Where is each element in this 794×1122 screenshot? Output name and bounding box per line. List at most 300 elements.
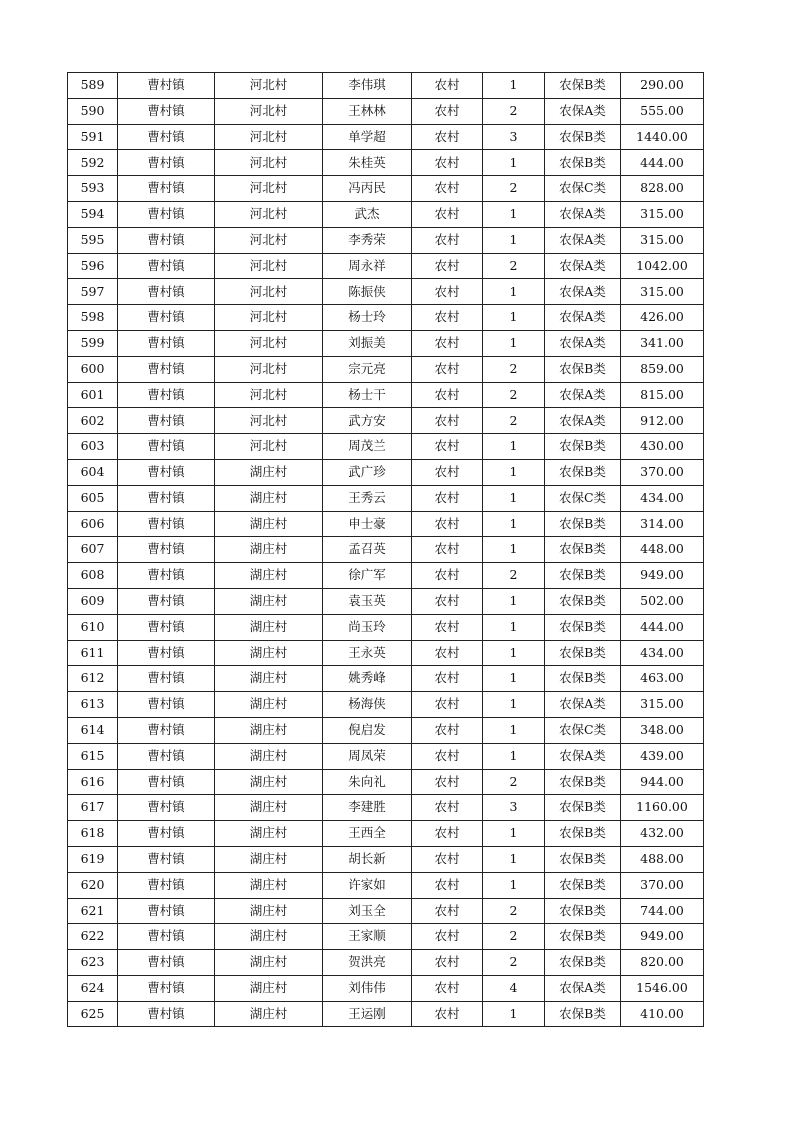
village-cell: 河北村	[215, 124, 323, 150]
row-number-cell: 613	[68, 692, 118, 718]
area-type-cell: 农村	[412, 588, 483, 614]
area-type-cell: 农村	[412, 898, 483, 924]
row-number-cell: 600	[68, 356, 118, 382]
household-size-cell: 2	[483, 563, 545, 589]
area-type-cell: 农村	[412, 150, 483, 176]
insurance-category-cell: 农保B类	[545, 434, 621, 460]
name-cell: 武杰	[323, 201, 412, 227]
insurance-category-cell: 农保B类	[545, 511, 621, 537]
town-cell: 曹村镇	[118, 459, 215, 485]
town-cell: 曹村镇	[118, 279, 215, 305]
area-type-cell: 农村	[412, 769, 483, 795]
household-size-cell: 1	[483, 485, 545, 511]
village-cell: 湖庄村	[215, 692, 323, 718]
household-size-cell: 1	[483, 537, 545, 563]
table-row	[68, 150, 704, 176]
household-size-cell: 1	[483, 640, 545, 666]
table-row	[68, 279, 704, 305]
town-cell: 曹村镇	[118, 666, 215, 692]
table-row	[68, 588, 704, 614]
town-cell: 曹村镇	[118, 563, 215, 589]
insurance-category-cell: 农保B类	[545, 821, 621, 847]
town-cell: 曹村镇	[118, 846, 215, 872]
data-table	[67, 72, 704, 1027]
area-type-cell: 农村	[412, 614, 483, 640]
name-cell: 刘玉全	[323, 898, 412, 924]
amount-cell: 502.00	[621, 588, 704, 614]
amount-cell: 315.00	[621, 227, 704, 253]
household-size-cell: 1	[483, 150, 545, 176]
insurance-category-cell: 农保A类	[545, 305, 621, 331]
town-cell: 曹村镇	[118, 924, 215, 950]
town-cell: 曹村镇	[118, 124, 215, 150]
name-cell: 徐广军	[323, 563, 412, 589]
area-type-cell: 农村	[412, 98, 483, 124]
town-cell: 曹村镇	[118, 950, 215, 976]
table-row	[68, 795, 704, 821]
household-size-cell: 1	[483, 511, 545, 537]
area-type-cell: 农村	[412, 1001, 483, 1027]
row-number-cell: 592	[68, 150, 118, 176]
insurance-category-cell: 农保B类	[545, 872, 621, 898]
table-row	[68, 305, 704, 331]
village-cell: 河北村	[215, 201, 323, 227]
insurance-category-cell: 农保B类	[545, 356, 621, 382]
household-size-cell: 1	[483, 846, 545, 872]
table-row	[68, 330, 704, 356]
household-size-cell: 1	[483, 459, 545, 485]
insurance-category-cell: 农保B类	[545, 846, 621, 872]
table-row	[68, 614, 704, 640]
household-size-cell: 2	[483, 253, 545, 279]
amount-cell: 815.00	[621, 382, 704, 408]
row-number-cell: 604	[68, 459, 118, 485]
amount-cell: 370.00	[621, 459, 704, 485]
village-cell: 湖庄村	[215, 1001, 323, 1027]
household-size-cell: 1	[483, 743, 545, 769]
insurance-category-cell: 农保A类	[545, 382, 621, 408]
table-row	[68, 434, 704, 460]
name-cell: 王家顺	[323, 924, 412, 950]
town-cell: 曹村镇	[118, 305, 215, 331]
town-cell: 曹村镇	[118, 227, 215, 253]
town-cell: 曹村镇	[118, 614, 215, 640]
area-type-cell: 农村	[412, 717, 483, 743]
insurance-category-cell: 农保A类	[545, 408, 621, 434]
village-cell: 河北村	[215, 227, 323, 253]
area-type-cell: 农村	[412, 434, 483, 460]
town-cell: 曹村镇	[118, 511, 215, 537]
insurance-category-cell: 农保B类	[545, 640, 621, 666]
area-type-cell: 农村	[412, 356, 483, 382]
town-cell: 曹村镇	[118, 588, 215, 614]
name-cell: 杨海侠	[323, 692, 412, 718]
name-cell: 王西全	[323, 821, 412, 847]
table-row	[68, 717, 704, 743]
village-cell: 湖庄村	[215, 563, 323, 589]
area-type-cell: 农村	[412, 382, 483, 408]
name-cell: 杨士干	[323, 382, 412, 408]
amount-cell: 944.00	[621, 769, 704, 795]
name-cell: 周茂兰	[323, 434, 412, 460]
area-type-cell: 农村	[412, 124, 483, 150]
name-cell: 王运刚	[323, 1001, 412, 1027]
insurance-category-cell: 农保B类	[545, 124, 621, 150]
town-cell: 曹村镇	[118, 434, 215, 460]
household-size-cell: 1	[483, 666, 545, 692]
table-row	[68, 511, 704, 537]
amount-cell: 828.00	[621, 176, 704, 202]
row-number-cell: 616	[68, 769, 118, 795]
town-cell: 曹村镇	[118, 73, 215, 99]
household-size-cell: 1	[483, 588, 545, 614]
household-size-cell: 2	[483, 898, 545, 924]
household-size-cell: 2	[483, 950, 545, 976]
row-number-cell: 622	[68, 924, 118, 950]
table-row	[68, 356, 704, 382]
household-size-cell: 1	[483, 434, 545, 460]
town-cell: 曹村镇	[118, 330, 215, 356]
village-cell: 河北村	[215, 176, 323, 202]
table-row	[68, 485, 704, 511]
row-number-cell: 612	[68, 666, 118, 692]
row-number-cell: 594	[68, 201, 118, 227]
village-cell: 河北村	[215, 330, 323, 356]
town-cell: 曹村镇	[118, 717, 215, 743]
table-row	[68, 821, 704, 847]
table-row	[68, 408, 704, 434]
name-cell: 袁玉英	[323, 588, 412, 614]
table-row	[68, 382, 704, 408]
area-type-cell: 农村	[412, 666, 483, 692]
area-type-cell: 农村	[412, 563, 483, 589]
amount-cell: 1160.00	[621, 795, 704, 821]
area-type-cell: 农村	[412, 511, 483, 537]
insurance-category-cell: 农保A类	[545, 201, 621, 227]
name-cell: 朱向礼	[323, 769, 412, 795]
table-row	[68, 975, 704, 1001]
row-number-cell: 614	[68, 717, 118, 743]
amount-cell: 430.00	[621, 434, 704, 460]
amount-cell: 315.00	[621, 201, 704, 227]
amount-cell: 1546.00	[621, 975, 704, 1001]
town-cell: 曹村镇	[118, 150, 215, 176]
area-type-cell: 农村	[412, 795, 483, 821]
town-cell: 曹村镇	[118, 1001, 215, 1027]
row-number-cell: 621	[68, 898, 118, 924]
household-size-cell: 2	[483, 176, 545, 202]
insurance-category-cell: 农保B类	[545, 537, 621, 563]
household-size-cell: 1	[483, 330, 545, 356]
table-row	[68, 692, 704, 718]
area-type-cell: 农村	[412, 846, 483, 872]
amount-cell: 949.00	[621, 924, 704, 950]
area-type-cell: 农村	[412, 408, 483, 434]
town-cell: 曹村镇	[118, 769, 215, 795]
name-cell: 胡长新	[323, 846, 412, 872]
table-row	[68, 98, 704, 124]
area-type-cell: 农村	[412, 692, 483, 718]
village-cell: 湖庄村	[215, 537, 323, 563]
village-cell: 河北村	[215, 408, 323, 434]
insurance-category-cell: 农保B类	[545, 150, 621, 176]
household-size-cell: 3	[483, 795, 545, 821]
row-number-cell: 591	[68, 124, 118, 150]
insurance-category-cell: 农保B类	[545, 769, 621, 795]
area-type-cell: 农村	[412, 253, 483, 279]
row-number-cell: 623	[68, 950, 118, 976]
area-type-cell: 农村	[412, 821, 483, 847]
amount-cell: 348.00	[621, 717, 704, 743]
village-cell: 河北村	[215, 279, 323, 305]
row-number-cell: 619	[68, 846, 118, 872]
area-type-cell: 农村	[412, 485, 483, 511]
table-row	[68, 1001, 704, 1027]
insurance-category-cell: 农保A类	[545, 330, 621, 356]
amount-cell: 370.00	[621, 872, 704, 898]
village-cell: 河北村	[215, 305, 323, 331]
name-cell: 申士豪	[323, 511, 412, 537]
amount-cell: 434.00	[621, 640, 704, 666]
table-row	[68, 950, 704, 976]
row-number-cell: 611	[68, 640, 118, 666]
table-row	[68, 666, 704, 692]
village-cell: 湖庄村	[215, 511, 323, 537]
table-row	[68, 769, 704, 795]
insurance-category-cell: 农保A类	[545, 98, 621, 124]
row-number-cell: 598	[68, 305, 118, 331]
row-number-cell: 601	[68, 382, 118, 408]
name-cell: 李伟琪	[323, 73, 412, 99]
town-cell: 曹村镇	[118, 975, 215, 1001]
area-type-cell: 农村	[412, 640, 483, 666]
row-number-cell: 618	[68, 821, 118, 847]
row-number-cell: 596	[68, 253, 118, 279]
area-type-cell: 农村	[412, 305, 483, 331]
town-cell: 曹村镇	[118, 795, 215, 821]
village-cell: 湖庄村	[215, 872, 323, 898]
row-number-cell: 610	[68, 614, 118, 640]
row-number-cell: 593	[68, 176, 118, 202]
household-size-cell: 1	[483, 201, 545, 227]
amount-cell: 314.00	[621, 511, 704, 537]
insurance-category-cell: 农保B类	[545, 459, 621, 485]
amount-cell: 426.00	[621, 305, 704, 331]
area-type-cell: 农村	[412, 279, 483, 305]
row-number-cell: 625	[68, 1001, 118, 1027]
town-cell: 曹村镇	[118, 692, 215, 718]
amount-cell: 912.00	[621, 408, 704, 434]
household-size-cell: 1	[483, 821, 545, 847]
amount-cell: 1042.00	[621, 253, 704, 279]
row-number-cell: 620	[68, 872, 118, 898]
village-cell: 湖庄村	[215, 950, 323, 976]
row-number-cell: 606	[68, 511, 118, 537]
village-cell: 湖庄村	[215, 821, 323, 847]
insurance-category-cell: 农保B类	[545, 1001, 621, 1027]
name-cell: 陈振侠	[323, 279, 412, 305]
amount-cell: 410.00	[621, 1001, 704, 1027]
row-number-cell: 603	[68, 434, 118, 460]
name-cell: 朱桂英	[323, 150, 412, 176]
town-cell: 曹村镇	[118, 253, 215, 279]
village-cell: 河北村	[215, 434, 323, 460]
village-cell: 湖庄村	[215, 640, 323, 666]
table-row	[68, 253, 704, 279]
name-cell: 王林林	[323, 98, 412, 124]
table-row	[68, 872, 704, 898]
table-row	[68, 459, 704, 485]
town-cell: 曹村镇	[118, 201, 215, 227]
area-type-cell: 农村	[412, 537, 483, 563]
village-cell: 河北村	[215, 253, 323, 279]
table-row	[68, 846, 704, 872]
town-cell: 曹村镇	[118, 356, 215, 382]
table-body	[68, 73, 704, 1027]
insurance-category-cell: 农保B类	[545, 563, 621, 589]
town-cell: 曹村镇	[118, 537, 215, 563]
row-number-cell: 617	[68, 795, 118, 821]
insurance-category-cell: 农保C类	[545, 485, 621, 511]
name-cell: 尚玉玲	[323, 614, 412, 640]
area-type-cell: 农村	[412, 872, 483, 898]
household-size-cell: 1	[483, 227, 545, 253]
town-cell: 曹村镇	[118, 408, 215, 434]
amount-cell: 290.00	[621, 73, 704, 99]
insurance-category-cell: 农保B类	[545, 898, 621, 924]
area-type-cell: 农村	[412, 227, 483, 253]
village-cell: 湖庄村	[215, 459, 323, 485]
village-cell: 湖庄村	[215, 924, 323, 950]
village-cell: 湖庄村	[215, 846, 323, 872]
row-number-cell: 607	[68, 537, 118, 563]
amount-cell: 949.00	[621, 563, 704, 589]
table-row	[68, 924, 704, 950]
village-cell: 湖庄村	[215, 795, 323, 821]
household-size-cell: 2	[483, 356, 545, 382]
row-number-cell: 602	[68, 408, 118, 434]
amount-cell: 820.00	[621, 950, 704, 976]
name-cell: 宗元亮	[323, 356, 412, 382]
row-number-cell: 599	[68, 330, 118, 356]
insurance-category-cell: 农保A类	[545, 279, 621, 305]
town-cell: 曹村镇	[118, 485, 215, 511]
area-type-cell: 农村	[412, 201, 483, 227]
name-cell: 杨士玲	[323, 305, 412, 331]
name-cell: 刘振美	[323, 330, 412, 356]
name-cell: 王永英	[323, 640, 412, 666]
town-cell: 曹村镇	[118, 743, 215, 769]
table-row	[68, 201, 704, 227]
insurance-category-cell: 农保B类	[545, 666, 621, 692]
insurance-category-cell: 农保A类	[545, 743, 621, 769]
town-cell: 曹村镇	[118, 898, 215, 924]
village-cell: 湖庄村	[215, 769, 323, 795]
amount-cell: 439.00	[621, 743, 704, 769]
household-size-cell: 1	[483, 692, 545, 718]
table-row	[68, 563, 704, 589]
amount-cell: 1440.00	[621, 124, 704, 150]
insurance-category-cell: 农保B类	[545, 924, 621, 950]
household-size-cell: 1	[483, 872, 545, 898]
insurance-category-cell: 农保A类	[545, 975, 621, 1001]
household-size-cell: 4	[483, 975, 545, 1001]
area-type-cell: 农村	[412, 950, 483, 976]
town-cell: 曹村镇	[118, 872, 215, 898]
name-cell: 王秀云	[323, 485, 412, 511]
amount-cell: 444.00	[621, 614, 704, 640]
village-cell: 湖庄村	[215, 898, 323, 924]
town-cell: 曹村镇	[118, 176, 215, 202]
row-number-cell: 597	[68, 279, 118, 305]
insurance-category-cell: 农保B类	[545, 588, 621, 614]
village-cell: 湖庄村	[215, 666, 323, 692]
row-number-cell: 609	[68, 588, 118, 614]
area-type-cell: 农村	[412, 459, 483, 485]
name-cell: 周永祥	[323, 253, 412, 279]
amount-cell: 744.00	[621, 898, 704, 924]
area-type-cell: 农村	[412, 975, 483, 1001]
amount-cell: 859.00	[621, 356, 704, 382]
table-row	[68, 640, 704, 666]
amount-cell: 341.00	[621, 330, 704, 356]
table-row	[68, 743, 704, 769]
name-cell: 刘伟伟	[323, 975, 412, 1001]
name-cell: 倪启发	[323, 717, 412, 743]
town-cell: 曹村镇	[118, 382, 215, 408]
table-row	[68, 176, 704, 202]
name-cell: 姚秀峰	[323, 666, 412, 692]
town-cell: 曹村镇	[118, 821, 215, 847]
name-cell: 冯丙民	[323, 176, 412, 202]
insurance-category-cell: 农保B类	[545, 795, 621, 821]
insurance-category-cell: 农保C类	[545, 717, 621, 743]
name-cell: 李秀荣	[323, 227, 412, 253]
village-cell: 湖庄村	[215, 743, 323, 769]
household-size-cell: 2	[483, 924, 545, 950]
name-cell: 孟召英	[323, 537, 412, 563]
household-size-cell: 1	[483, 73, 545, 99]
village-cell: 河北村	[215, 150, 323, 176]
table-row	[68, 227, 704, 253]
area-type-cell: 农村	[412, 176, 483, 202]
name-cell: 周凤荣	[323, 743, 412, 769]
insurance-category-cell: 农保B类	[545, 614, 621, 640]
amount-cell: 555.00	[621, 98, 704, 124]
amount-cell: 432.00	[621, 821, 704, 847]
town-cell: 曹村镇	[118, 98, 215, 124]
row-number-cell: 624	[68, 975, 118, 1001]
insurance-category-cell: 农保B类	[545, 73, 621, 99]
household-size-cell: 3	[483, 124, 545, 150]
name-cell: 武方安	[323, 408, 412, 434]
name-cell: 武广珍	[323, 459, 412, 485]
area-type-cell: 农村	[412, 743, 483, 769]
village-cell: 河北村	[215, 98, 323, 124]
amount-cell: 463.00	[621, 666, 704, 692]
table-row	[68, 537, 704, 563]
household-size-cell: 2	[483, 769, 545, 795]
amount-cell: 434.00	[621, 485, 704, 511]
insurance-category-cell: 农保C类	[545, 176, 621, 202]
insurance-category-cell: 农保A类	[545, 253, 621, 279]
household-size-cell: 1	[483, 1001, 545, 1027]
amount-cell: 488.00	[621, 846, 704, 872]
village-cell: 湖庄村	[215, 717, 323, 743]
town-cell: 曹村镇	[118, 640, 215, 666]
area-type-cell: 农村	[412, 924, 483, 950]
amount-cell: 444.00	[621, 150, 704, 176]
